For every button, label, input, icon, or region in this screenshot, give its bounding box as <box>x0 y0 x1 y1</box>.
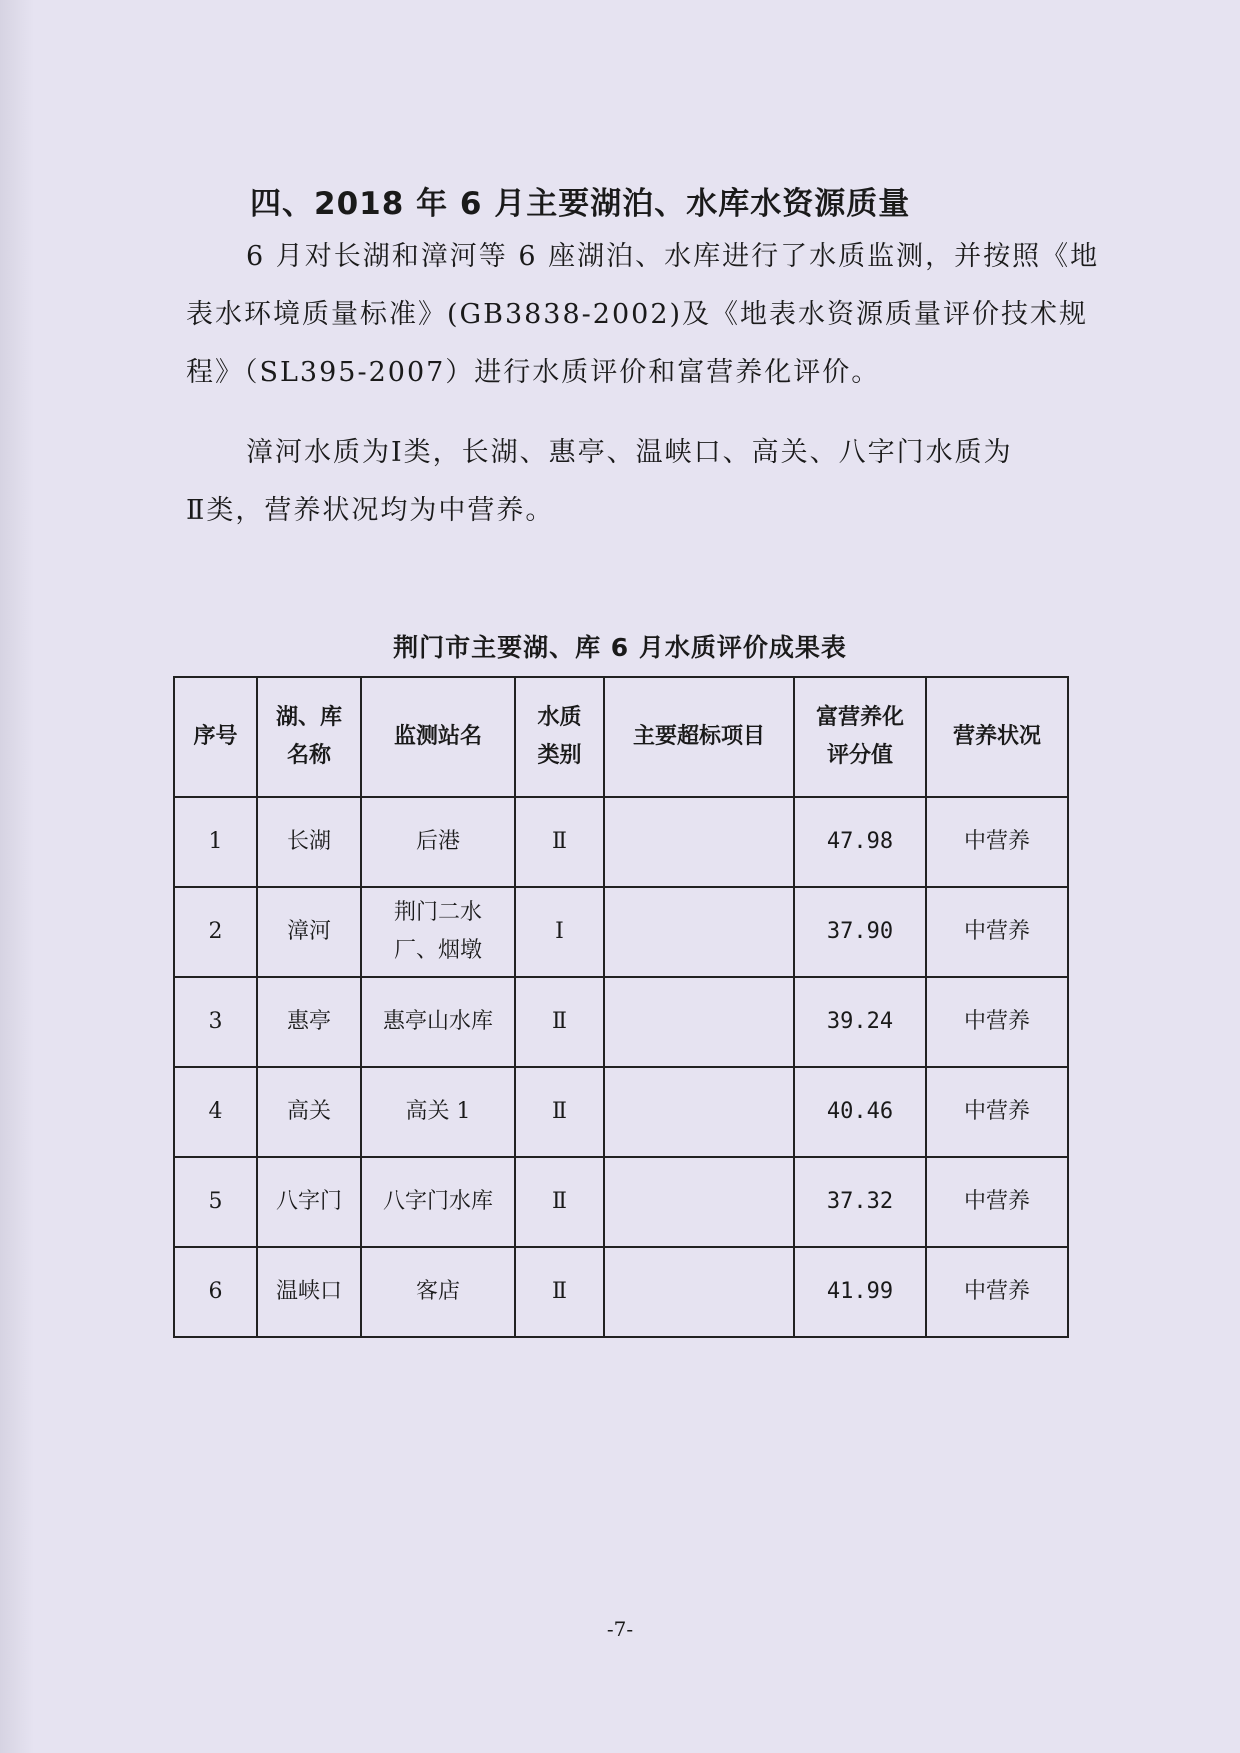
cell-score: 47.98 <box>794 797 926 887</box>
table-row <box>174 977 1068 1067</box>
cell-status: 中营养 <box>926 887 1068 977</box>
paragraph-line: 程》（SL395-2007）进行水质评价和富营养化评价。 <box>186 357 881 388</box>
cell-score: 39.24 <box>794 977 926 1067</box>
cell-class: Ⅱ <box>515 797 604 887</box>
header-station: 监测站名 <box>361 677 515 797</box>
cell-class: Ⅱ <box>515 1157 604 1247</box>
header-eutrophication-score: 富营养化 评分值 <box>794 677 926 797</box>
paragraph-line: 6 月对长湖和漳河等 6 座湖泊、水库进行了水质监测，并按照《地 <box>246 241 1100 272</box>
cell-lake: 长湖 <box>257 797 361 887</box>
cell-exceed <box>604 1067 794 1157</box>
table-row <box>174 1247 1068 1337</box>
cell-status: 中营养 <box>926 977 1068 1067</box>
cell-lake: 高关 <box>257 1067 361 1157</box>
cell-station: 高关 1 <box>361 1067 515 1157</box>
paragraph-results <box>186 424 1046 540</box>
table-row <box>174 887 1068 977</box>
header-lake-name: 湖、库 名称 <box>257 677 361 797</box>
cell-status: 中营养 <box>926 1067 1068 1157</box>
cell-score: 37.90 <box>794 887 926 977</box>
cell-class: Ⅰ <box>515 887 604 977</box>
paragraph-line: Ⅱ类，营养状况均为中营养。 <box>186 495 555 526</box>
cell-status: 中营养 <box>926 1247 1068 1337</box>
section-heading: 四、2018 年 6 月主要湖泊、水库水资源质量 <box>250 186 911 222</box>
water-quality-table <box>173 676 1069 1338</box>
cell-station: 惠亭山水库 <box>361 977 515 1067</box>
cell-score: 37.32 <box>794 1157 926 1247</box>
cell-station: 客店 <box>361 1247 515 1337</box>
cell-seq: 3 <box>174 977 257 1067</box>
paragraph-line: 表水环境质量标准》(GB3838-2002)及《地表水资源质量评价技术规 <box>186 299 1089 330</box>
header-seq: 序号 <box>174 677 257 797</box>
cell-exceed <box>604 977 794 1067</box>
paragraph-line: 漳河水质为Ⅰ类，长湖、惠亭、温峡口、高关、八字门水质为 <box>246 437 1013 468</box>
table-row <box>174 1067 1068 1157</box>
cell-seq: 6 <box>174 1247 257 1337</box>
header-water-class: 水质 类别 <box>515 677 604 797</box>
cell-exceed <box>604 797 794 887</box>
cell-class: Ⅱ <box>515 977 604 1067</box>
cell-lake: 惠亭 <box>257 977 361 1067</box>
cell-exceed <box>604 1247 794 1337</box>
page-number: -7- <box>606 1617 634 1641</box>
paragraph-monitoring <box>186 228 1100 402</box>
cell-lake: 温峡口 <box>257 1247 361 1337</box>
header-nutrition-status: 营养状况 <box>926 677 1068 797</box>
table-row <box>174 1157 1068 1247</box>
cell-status: 中营养 <box>926 1157 1068 1247</box>
header-exceed-items: 主要超标项目 <box>604 677 794 797</box>
cell-lake: 漳河 <box>257 887 361 977</box>
table-row <box>174 797 1068 887</box>
cell-station: 后港 <box>361 797 515 887</box>
cell-exceed <box>604 1157 794 1247</box>
cell-lake: 八字门 <box>257 1157 361 1247</box>
cell-score: 40.46 <box>794 1067 926 1157</box>
cell-class: Ⅱ <box>515 1067 604 1157</box>
cell-seq: 5 <box>174 1157 257 1247</box>
cell-seq: 1 <box>174 797 257 887</box>
cell-station: 八字门水库 <box>361 1157 515 1247</box>
cell-station: 荆门二水 厂、烟墩 <box>361 887 515 977</box>
table-title: 荆门市主要湖、库 6 月水质评价成果表 <box>393 633 847 662</box>
scan-edge <box>0 0 34 1753</box>
cell-score: 41.99 <box>794 1247 926 1337</box>
cell-seq: 2 <box>174 887 257 977</box>
cell-seq: 4 <box>174 1067 257 1157</box>
cell-class: Ⅱ <box>515 1247 604 1337</box>
cell-status: 中营养 <box>926 797 1068 887</box>
table-header-row <box>174 677 1068 797</box>
cell-exceed <box>604 887 794 977</box>
